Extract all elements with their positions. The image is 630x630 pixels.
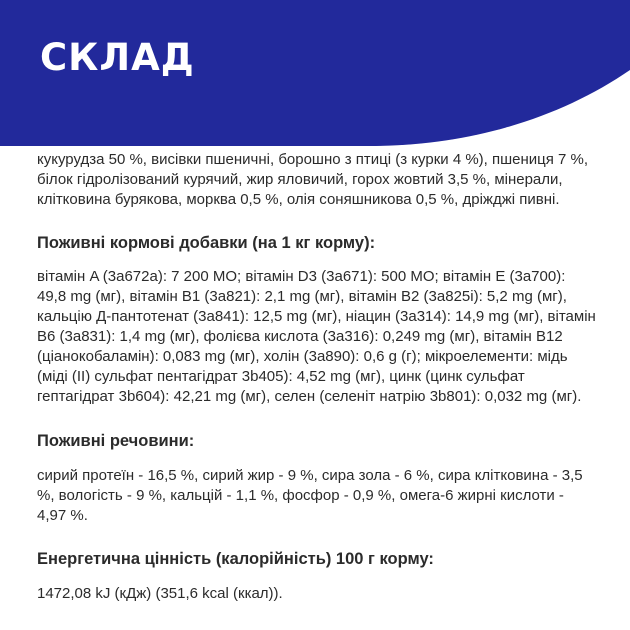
nutrients-text: сирий протеїн - 16,5 %, сирий жир - 9 %, сира зола - 6 %, сира клітковина - 3,5 %, вологість - 9 %, кальцій - 1,1 %, фосфор - 0,9 %, омега-6 жирні кислоти - 4,97 %. — [37, 467, 583, 524]
composition-text: кукурудза 50 %, висівки пшеничні, борошно з птиці (з курки 4 %), пшениця 7 %, білок гідролізований курячий, жир яловичий, горох жовтий 3,5 %, мінерали, клітковина бурякова, морква 0,5 %, олія соняшникова 0,5 %, дріжджі пивні. — [37, 151, 589, 208]
additives-text: вітамін A (3a672a): 7 200 МО; вітамін D3 (3a671): 500 МО; вітамін E (3a700): 49,8 mg (мг), вітамін B1 (3a821): 2,1 mg (мг), вітамін B2 (3a825i): 5,2 mg (мг), кальцію Д-пантотенат (3a841): 12,5 mg (мг), ніацин (3a314): 14,9 mg (мг), вітамін B6 (3a831): 1,4 mg (мг), фолієва кислота (3a316): 0,249 mg (мг), вітамін B12 (ціанокобаламін): 0,083 mg (мг), холін (3a890): 0,6 g (г); мікроелементи: мідь (міді (II) сульфат пентагідрат 3b405): 4,52 mg (мг), цинк (цинк сульфат гептагідрат 3b604): 42,21 mg (мг), селен (селеніт натрію 3b801): 0,032 mg (мг). — [37, 268, 596, 405]
energy-heading: Енергетична цінність (калорійність) 100 г корму: — [37, 550, 434, 568]
additives-heading: Поживні кормові добавки (на 1 кг корму): — [37, 234, 376, 252]
page-title: СКЛАД — [40, 36, 195, 79]
nutrients-heading: Поживні речовини: — [37, 432, 195, 450]
composition-content — [37, 150, 597, 604]
energy-text: 1472,08 kJ (кДж) (351,6 kcal (ккал)). — [37, 585, 283, 602]
header-wave-banner — [0, 0, 630, 160]
